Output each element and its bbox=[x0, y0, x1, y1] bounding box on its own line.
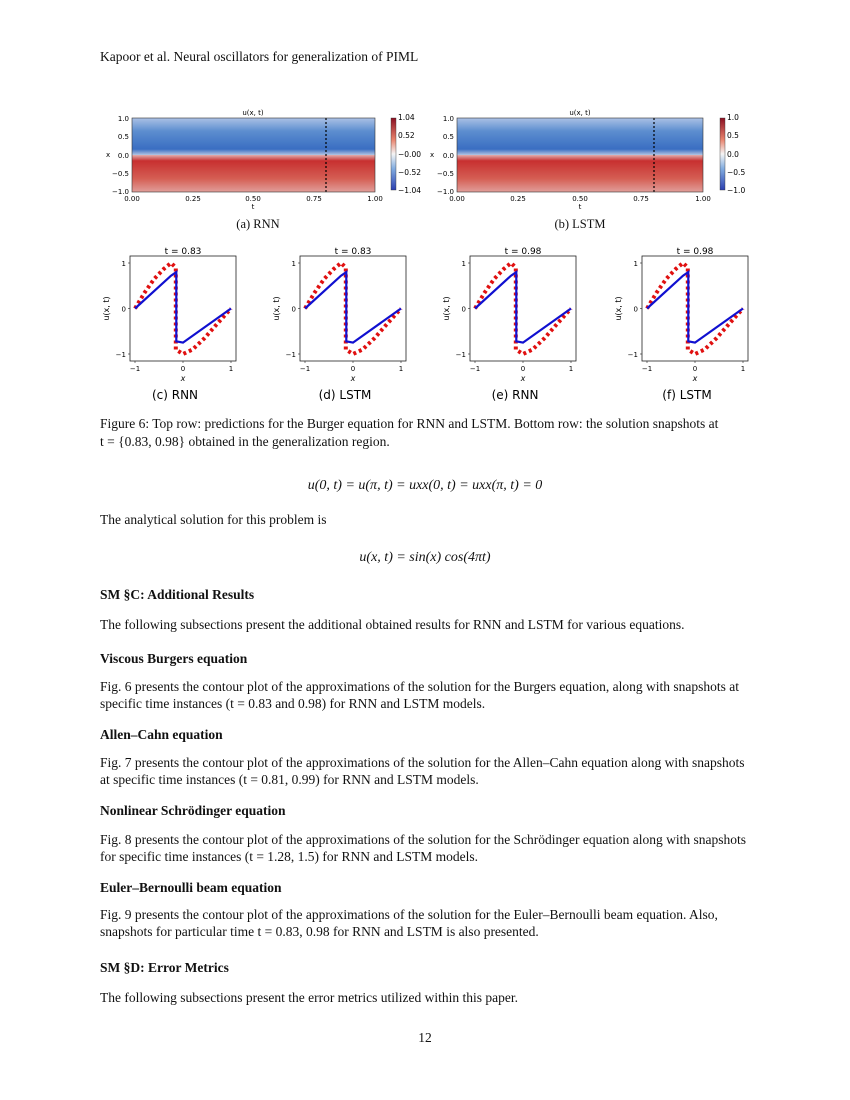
svg-text:0.25: 0.25 bbox=[185, 195, 201, 203]
section-heading: Allen–Cahn equation bbox=[100, 727, 223, 742]
svg-text:−0.52: −0.52 bbox=[398, 168, 421, 177]
svg-text:x: x bbox=[350, 374, 356, 383]
label-a: (a) RNN bbox=[236, 217, 280, 231]
section-text: Fig. 9 presents the contour plot of the approximations of the solution for the Euler–Bernoulli beam equation. Also, snapshots for particular time t = 0.83, 0.98 for RNN and LSTM is also presented. bbox=[100, 907, 718, 939]
svg-text:u(x, t): u(x, t) bbox=[614, 296, 623, 321]
svg-text:1.0: 1.0 bbox=[117, 115, 129, 123]
svg-text:1.00: 1.00 bbox=[367, 195, 383, 203]
svg-text:0.50: 0.50 bbox=[245, 195, 261, 203]
svg-text:0.0: 0.0 bbox=[727, 150, 739, 159]
svg-text:t: t bbox=[578, 203, 582, 211]
svg-text:−0.00: −0.00 bbox=[398, 150, 421, 159]
svg-text:0.75: 0.75 bbox=[633, 195, 649, 203]
svg-text:−0.5: −0.5 bbox=[112, 170, 129, 178]
svg-text:x: x bbox=[520, 374, 526, 383]
heatmap-title: u(x, t) bbox=[242, 109, 264, 117]
svg-text:0: 0 bbox=[692, 365, 698, 373]
svg-text:1: 1 bbox=[291, 260, 296, 268]
svg-text:t: t bbox=[251, 203, 255, 211]
svg-text:0: 0 bbox=[350, 365, 356, 373]
snapshot-label: (f) LSTM bbox=[662, 388, 712, 402]
svg-text:x: x bbox=[692, 374, 698, 383]
snapshot-label: (c) RNN bbox=[151, 388, 199, 402]
snapshot-label: (d) LSTM bbox=[318, 388, 372, 402]
svg-text:1: 1 bbox=[228, 365, 234, 373]
snapshot-plot bbox=[612, 244, 752, 416]
svg-text:0: 0 bbox=[520, 365, 526, 373]
svg-text:0.0: 0.0 bbox=[117, 152, 129, 160]
section-heading: Euler–Bernoulli beam equation bbox=[100, 880, 282, 895]
svg-text:−1: −1 bbox=[115, 351, 126, 359]
svg-text:u(x, t): u(x, t) bbox=[442, 296, 451, 321]
snapshot-title: t = 0.98 bbox=[504, 247, 542, 257]
svg-text:0.00: 0.00 bbox=[124, 195, 140, 203]
svg-text:−1: −1 bbox=[299, 365, 311, 373]
svg-text:0: 0 bbox=[633, 305, 638, 314]
figure-caption: Figure 6: Top row: predictions for the Burger equation for RNN and LSTM. Bottom row: the solution snapshots at t = {0.83, 0.98} obtained in the generalization region. bbox=[100, 416, 719, 449]
svg-text:u(x, t): u(x, t) bbox=[272, 296, 281, 321]
svg-text:0.75: 0.75 bbox=[306, 195, 322, 203]
boundary-equation: u(0, t) = u(π, t) = uxx(0, t) = uxx(π, t) = 0 bbox=[307, 478, 543, 493]
snapshot-label: (e) RNN bbox=[491, 388, 539, 402]
svg-text:−0.5: −0.5 bbox=[437, 170, 454, 178]
svg-text:0.5: 0.5 bbox=[442, 133, 454, 141]
heatmap-lstm bbox=[420, 105, 750, 213]
section-heading: SM §C: Additional Results bbox=[100, 587, 255, 602]
svg-text:−1: −1 bbox=[455, 351, 466, 359]
svg-text:1: 1 bbox=[398, 365, 404, 373]
svg-text:0.5: 0.5 bbox=[117, 133, 129, 141]
svg-text:1.04: 1.04 bbox=[398, 113, 415, 122]
snapshot-title: t = 0.83 bbox=[164, 247, 202, 257]
section-heading: SM §D: Error Metrics bbox=[100, 960, 229, 975]
snapshot-plot bbox=[270, 244, 410, 416]
svg-text:0: 0 bbox=[291, 305, 296, 314]
solution-equation: u(x, t) = sin(x) cos(4πt) bbox=[359, 550, 491, 565]
svg-text:0.00: 0.00 bbox=[449, 195, 465, 203]
svg-text:1: 1 bbox=[461, 260, 466, 268]
svg-text:1: 1 bbox=[633, 260, 638, 268]
heatmap-title: u(x, t) bbox=[569, 109, 591, 117]
svg-text:−1: −1 bbox=[627, 351, 638, 359]
section-heading: Viscous Burgers equation bbox=[100, 651, 248, 666]
svg-text:1.0: 1.0 bbox=[727, 113, 739, 122]
svg-text:1: 1 bbox=[740, 365, 746, 373]
section-text: The following subsections present the error metrics utilized within this paper. bbox=[100, 990, 519, 1005]
analytical-intro: The analytical solution for this problem is bbox=[100, 512, 327, 527]
label-b: (b) LSTM bbox=[554, 217, 606, 231]
svg-text:−1: −1 bbox=[641, 365, 653, 373]
svg-text:−1: −1 bbox=[285, 351, 296, 359]
svg-text:0.0: 0.0 bbox=[442, 152, 454, 160]
snapshot-plot bbox=[440, 244, 580, 416]
svg-text:1: 1 bbox=[121, 260, 126, 268]
section-text: Fig. 6 presents the contour plot of the approximations of the solution for the Burgers equation, along with snapshots at specific time instances (t = 0.83 and 0.98) for RNN and LSTM models. bbox=[100, 679, 740, 711]
svg-text:−1: −1 bbox=[129, 365, 141, 373]
snapshot-plot bbox=[100, 244, 240, 416]
section-heading: Nonlinear Schrödinger equation bbox=[100, 803, 286, 818]
section-text: Fig. 8 presents the contour plot of the approximations of the solution for the Schrödinger equation along with snapshots for specific time instances (t = 1.28, 1.5) for RNN and LSTM models. bbox=[100, 832, 747, 864]
svg-text:−0.5: −0.5 bbox=[727, 168, 746, 177]
svg-text:1: 1 bbox=[568, 365, 574, 373]
svg-text:0.25: 0.25 bbox=[510, 195, 526, 203]
heatmap-rnn bbox=[95, 105, 425, 213]
svg-text:u(x, t): u(x, t) bbox=[102, 296, 111, 321]
snapshot-title: t = 0.83 bbox=[334, 247, 372, 257]
svg-text:−1.0: −1.0 bbox=[437, 188, 454, 196]
running-header: Kapoor et al. Neural oscillators for generalization of PIML bbox=[100, 49, 419, 64]
svg-text:x: x bbox=[430, 151, 435, 159]
svg-text:−1.0: −1.0 bbox=[727, 186, 746, 195]
svg-text:0: 0 bbox=[180, 365, 186, 373]
svg-text:−1.04: −1.04 bbox=[398, 186, 421, 195]
section-text: The following subsections present the additional obtained results for RNN and LSTM for various equations. bbox=[100, 617, 685, 632]
svg-text:−1: −1 bbox=[469, 365, 481, 373]
page-number: 12 bbox=[418, 1030, 432, 1045]
svg-text:x: x bbox=[180, 374, 186, 383]
svg-text:0: 0 bbox=[121, 305, 126, 314]
svg-text:0.5: 0.5 bbox=[727, 131, 739, 140]
section-text: Fig. 7 presents the contour plot of the approximations of the solution for the Allen–Cahn equation along with snapshots at specific time instances (t = 0.81, 0.99) for RNN and LSTM models. bbox=[100, 755, 745, 787]
svg-text:0.50: 0.50 bbox=[572, 195, 588, 203]
svg-text:0.52: 0.52 bbox=[398, 131, 415, 140]
svg-text:0: 0 bbox=[461, 305, 466, 314]
snapshot-title: t = 0.98 bbox=[676, 247, 714, 257]
svg-text:1.0: 1.0 bbox=[442, 115, 454, 123]
svg-text:1.00: 1.00 bbox=[695, 195, 711, 203]
svg-text:−1.0: −1.0 bbox=[112, 188, 129, 196]
svg-text:x: x bbox=[106, 151, 111, 159]
